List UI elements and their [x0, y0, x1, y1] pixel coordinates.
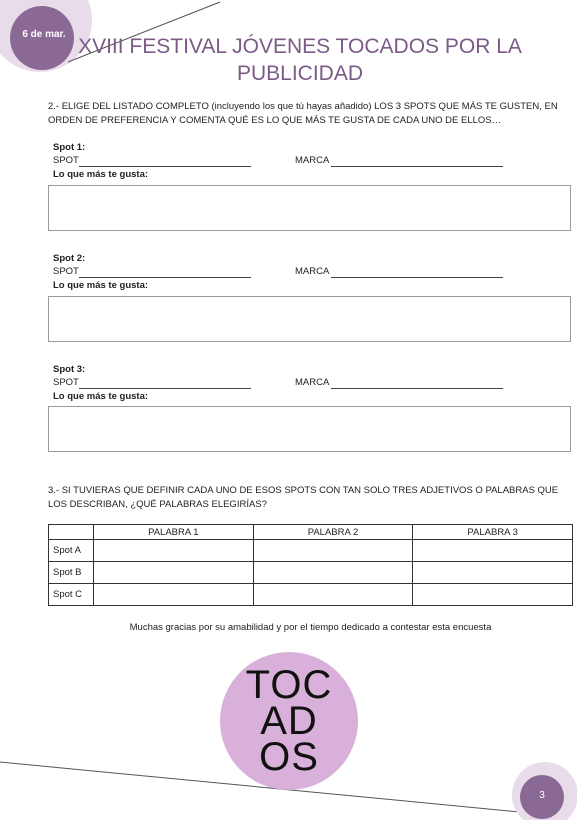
page-title: XVIII FESTIVAL JÓVENES TOCADOS POR LA PUBLICIDAD [78, 35, 522, 85]
logo-line-2: AD [260, 699, 318, 743]
question-2-text: 2.- ELIGE DEL LISTADO COMPLETO (incluyendo los que tú hayas añadido) LOS 3 SPOTS QUE MÁS TE GUSTEN, EN ORDEN DE PREFERENCIA Y COMENTA QUÉ ES LO QUE MÁS TE GUSTA DE CADA UNO DE ELLOS… [48, 101, 558, 126]
row-label: Spot B [49, 562, 94, 584]
table-header-row [49, 525, 573, 540]
spot-2-heading: Spot 2: [53, 253, 86, 264]
table-header-cell: PALABRA 2 [253, 525, 413, 540]
spot-2-comment-box[interactable] [48, 296, 571, 342]
spot-2-spot-field[interactable] [79, 277, 251, 278]
table-header-cell [49, 525, 94, 540]
spot-3-likes-label: Lo que más te gusta: [53, 391, 149, 402]
table-cell-input[interactable] [253, 540, 413, 562]
spot-3-fields [53, 377, 533, 391]
row-label: Spot C [49, 584, 94, 606]
spot-3-brand-label: MARCA [295, 377, 330, 388]
spot-1-likes-label: Lo que más te gusta: [53, 169, 149, 180]
table-cell-input[interactable] [253, 562, 413, 584]
logo-line-1: TOC [245, 663, 333, 707]
table-row [49, 562, 573, 584]
spot-2-fields [53, 266, 533, 280]
question-3-text: 3.- SI TUVIERAS QUE DEFINIR CADA UNO DE ESOS SPOTS CON TAN SOLO TRES ADJETIVOS O PALABRAS QUE LOS DESCRIBAN, ¿QUÉ PALABRAS ELEGIRÍAS? [48, 485, 559, 510]
thanks-message: Muchas gracias por su amabilidad y por el tiempo dedicado a contestar esta encuesta [129, 622, 492, 633]
table-row [49, 540, 573, 562]
logo-line-3: OS [259, 735, 319, 779]
table-cell-input[interactable] [253, 584, 413, 606]
table-cell-input[interactable] [413, 540, 573, 562]
spot-1-brand-field[interactable] [331, 166, 503, 167]
spot-3-spot-label: SPOT [53, 377, 79, 388]
spot-1-comment-box[interactable] [48, 185, 571, 231]
row-label: Spot A [49, 540, 94, 562]
table-row [49, 584, 573, 606]
spot-1-spot-label: SPOT [53, 155, 79, 166]
spot-1-fields [53, 155, 533, 169]
table-header-cell: PALABRA 3 [413, 525, 573, 540]
spot-3-spot-field[interactable] [79, 388, 251, 389]
spot-3-heading: Spot 3: [53, 364, 86, 375]
table-header-cell: PALABRA 1 [94, 525, 254, 540]
table-cell-input[interactable] [94, 584, 254, 606]
date-label: 6 de mar. [22, 29, 66, 40]
page-number: 3 [539, 790, 545, 801]
spot-2-likes-label: Lo que más te gusta: [53, 280, 149, 291]
spot-2-spot-label: SPOT [53, 266, 79, 277]
spot-1-spot-field[interactable] [79, 166, 251, 167]
table-cell-input[interactable] [94, 540, 254, 562]
spot-1-brand-label: MARCA [295, 155, 330, 166]
spot-2-brand-field[interactable] [331, 277, 503, 278]
spot-3-brand-field[interactable] [331, 388, 503, 389]
tocados-logo [220, 652, 358, 790]
spot-2-brand-label: MARCA [295, 266, 330, 277]
adjectives-table [48, 524, 573, 606]
table-cell-input[interactable] [94, 562, 254, 584]
table-cell-input[interactable] [413, 584, 573, 606]
spot-3-comment-box[interactable] [48, 406, 571, 452]
table-cell-input[interactable] [413, 562, 573, 584]
spot-1-heading: Spot 1: [53, 142, 86, 153]
